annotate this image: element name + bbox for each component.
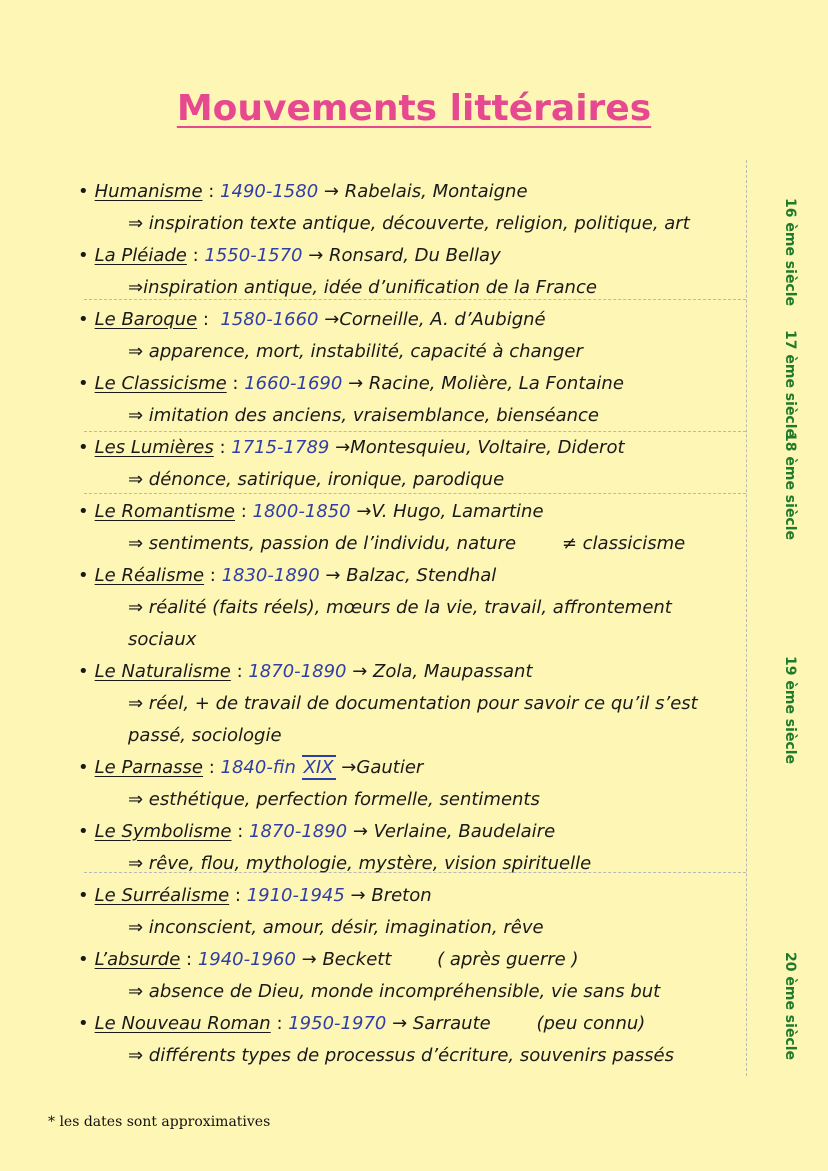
movement-name: Le Surréalisme (94, 885, 230, 906)
movement-dates: 1840-fin (220, 757, 302, 778)
movement-separator: : (197, 309, 221, 330)
movement-separator: : (202, 181, 221, 202)
movement-item (78, 562, 496, 590)
movement-separator: : (229, 885, 247, 906)
movement-name: Le Baroque (94, 309, 198, 330)
movement-item (78, 754, 423, 782)
movement-separator: : (226, 373, 245, 394)
movement-authors: → Racine, Molière, La Fontaine (342, 373, 624, 394)
movement-name: L’absurde (94, 949, 181, 970)
movement-dates: 1490-1580 (220, 181, 319, 202)
movement-dates-century: XIX (303, 757, 334, 778)
movement-description: ⇒ inspiration texte antique, découverte, religion, politique, art (128, 213, 690, 234)
bullet-icon: • (78, 757, 89, 778)
century-divider-vertical (746, 160, 747, 1076)
movement-authors: → Beckett ( après guerre ) (295, 949, 579, 970)
movement-description: ⇒ inconscient, amour, désir, imagination, rêve (128, 917, 544, 938)
movement-separator: : (270, 1013, 289, 1034)
footnote: * les dates sont approximatives (48, 1114, 271, 1130)
movement-authors: →Montesquieu, Voltaire, Diderot (329, 437, 625, 458)
movement-description: ⇒ différents types de processus d’écriture, souvenirs passés (128, 1045, 674, 1066)
movement-authors: → Verlaine, Baudelaire (347, 821, 556, 842)
movement-name: Le Classicisme (94, 373, 227, 394)
movement-item (78, 178, 528, 206)
movement-separator: : (180, 949, 198, 970)
movement-description: ⇒ réalité (faits réels), mœurs de la vie, travail, affrontement (128, 597, 672, 618)
movement-separator: : (230, 661, 249, 682)
movement-description: ⇒ imitation des anciens, vraisemblance, bienséance (128, 405, 599, 426)
movement-description: ⇒ apparence, mort, instabilité, capacité à changer (128, 341, 583, 362)
movement-dates: 1715-1789 (231, 437, 330, 458)
bullet-icon: • (78, 821, 89, 842)
movement-description: ⇒ sentiments, passion de l’individu, nature ≠ classicisme (128, 533, 686, 554)
movement-authors: →Corneille, A. d’Aubigné (318, 309, 546, 330)
movement-name: Le Naturalisme (94, 661, 231, 682)
movement-name: Humanisme (94, 181, 203, 202)
movement-description: ⇒ dénonce, satirique, ironique, parodique (128, 469, 505, 490)
movement-name: Le Romantisme (94, 501, 235, 522)
movement-authors: →V. Hugo, Lamartine (350, 501, 544, 522)
movement-dates: 1800-1850 (252, 501, 351, 522)
movement-item (78, 882, 432, 910)
century-separator (84, 431, 746, 432)
century-label-17: 17 ème siècle (782, 330, 798, 439)
movement-item (78, 370, 624, 398)
movement-separator: : (186, 245, 205, 266)
movement-authors: → Breton (344, 885, 432, 906)
century-label-18: 18 ème siècle (782, 432, 798, 541)
movement-dates: 1660-1690 (244, 373, 343, 394)
movement-separator: : (231, 821, 250, 842)
movement-dates: 1870-1890 (249, 821, 348, 842)
movement-dates: 1830-1890 (221, 565, 320, 586)
movement-separator: : (203, 757, 221, 778)
bullet-icon: • (78, 181, 89, 202)
movement-authors: → Balzac, Stendhal (319, 565, 497, 586)
movement-name: La Pléiade (94, 245, 187, 266)
movement-dates: 1940-1960 (197, 949, 296, 970)
movement-dates: 1910-1945 (246, 885, 345, 906)
page-title: Mouvements littéraires (176, 88, 652, 129)
bullet-icon: • (78, 437, 89, 458)
bullet-icon: • (78, 501, 89, 522)
movement-description: ⇒ réel, + de travail de documentation pour savoir ce qu’il s’est (128, 693, 698, 714)
century-label-16: 16 ème siècle (782, 198, 798, 307)
movement-dates: 1950-1970 (288, 1013, 387, 1034)
movement-item (78, 434, 625, 462)
movement-item (78, 242, 501, 270)
movement-description-continued: sociaux (128, 629, 197, 650)
movement-name: Les Lumières (94, 437, 214, 458)
movement-item (78, 306, 546, 334)
movement-authors: →Gautier (335, 757, 424, 778)
movement-description: ⇒ absence de Dieu, monde incompréhensible, vie sans but (128, 981, 661, 1002)
movement-separator: : (235, 501, 253, 522)
bullet-icon: • (78, 1013, 89, 1034)
century-label-20: 20 ème siècle (782, 952, 798, 1061)
movement-name: Le Parnasse (94, 757, 204, 778)
movement-authors: → Sarraute (peu connu) (386, 1013, 646, 1034)
movement-separator: : (213, 437, 232, 458)
movement-item (78, 498, 544, 526)
movement-authors: → Ronsard, Du Bellay (302, 245, 501, 266)
movement-item (78, 818, 555, 846)
movement-description: ⇒inspiration antique, idée d’unification de la France (128, 277, 597, 298)
century-label-19: 19 ème siècle (782, 656, 798, 765)
bullet-icon: • (78, 309, 89, 330)
movement-separator: : (204, 565, 222, 586)
movement-name: Le Nouveau Roman (94, 1013, 271, 1034)
movement-name: Le Réalisme (94, 565, 205, 586)
movement-dates: 1870-1890 (248, 661, 347, 682)
bullet-icon: • (78, 373, 89, 394)
bullet-icon: • (78, 245, 89, 266)
movement-authors: → Rabelais, Montaigne (318, 181, 528, 202)
bullet-icon: • (78, 661, 89, 682)
movement-item (78, 658, 533, 686)
movement-name: Le Symbolisme (94, 821, 232, 842)
movement-description: ⇒ rêve, flou, mythologie, mystère, vision spirituelle (128, 853, 592, 874)
movement-dates: 1550-1570 (204, 245, 303, 266)
movement-authors: → Zola, Maupassant (346, 661, 533, 682)
movement-dates: 1580-1660 (220, 309, 319, 330)
movement-description: ⇒ esthétique, perfection formelle, sentiments (128, 789, 540, 810)
bullet-icon: • (78, 565, 89, 586)
movement-item (78, 1010, 645, 1038)
bullet-icon: • (78, 949, 89, 970)
movement-item (78, 946, 578, 974)
bullet-icon: • (78, 885, 89, 906)
movement-description-continued: passé, sociologie (128, 725, 282, 746)
